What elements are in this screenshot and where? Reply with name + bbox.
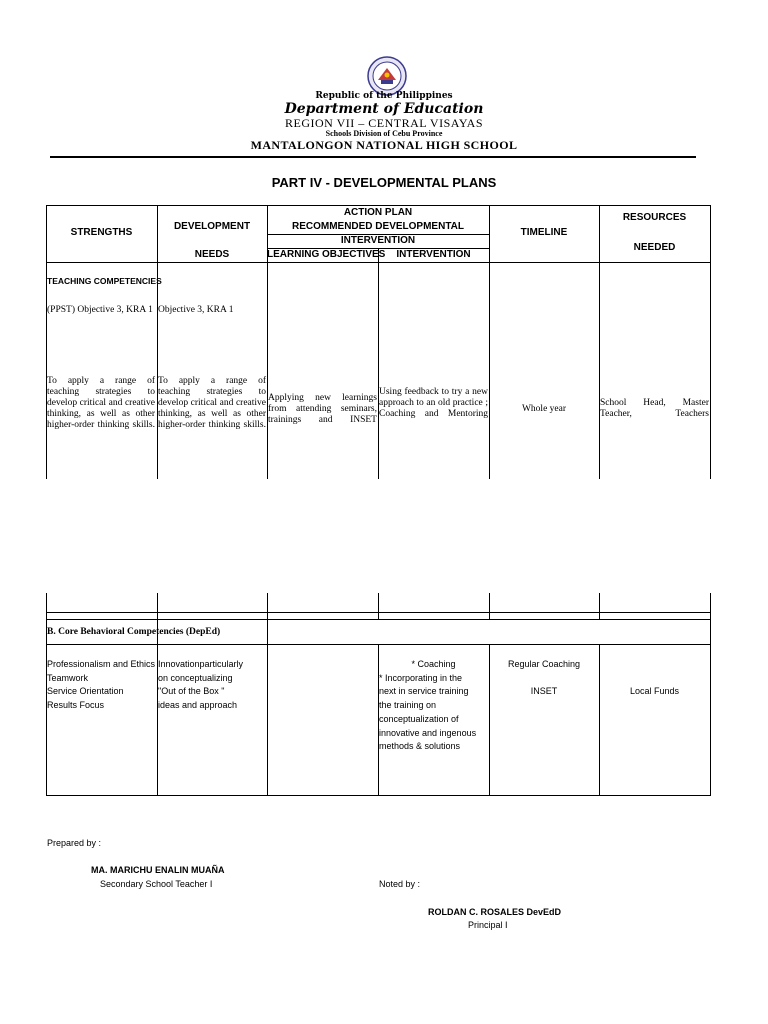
section-b-timeline — [489, 658, 599, 699]
noter-name: ROLDAN C. ROSALES DevEdD — [428, 907, 562, 917]
list-item: Innovationparticularly — [158, 659, 244, 669]
list-item: * Incorporating in the — [379, 672, 463, 683]
table-border-bottom — [46, 795, 711, 796]
preparer-name: MA. MARICHU ENALIN MUAÑA — [91, 865, 225, 875]
deped-seal-logo — [367, 56, 407, 96]
col-line — [489, 205, 490, 479]
republic-line: Republic of the Philippines — [315, 91, 453, 101]
col-line — [710, 205, 711, 479]
header-strengths: STRENGTHS — [70, 227, 133, 238]
resources-text: School Head, Master Teacher, Teachers — [600, 398, 709, 419]
learning-objectives-text: Applying new learnings from attending seminars, trainings and INSET — [268, 393, 377, 425]
section-b-strengths — [47, 658, 155, 713]
intervention-text: Using feedback to try a new approach to an old practice ; Coaching and Mentoring — [379, 387, 488, 419]
header-action-plan: ACTION PLAN — [343, 207, 413, 218]
list-item: next in service training — [379, 686, 469, 697]
list-item: methods & solutions — [379, 741, 461, 752]
col-line — [378, 248, 379, 479]
list-item: Teamwork — [47, 672, 89, 683]
section-a-label: TEACHING COMPETENCIES — [47, 276, 162, 286]
noter-title: Principal I — [468, 920, 508, 930]
department-name: Department of Education — [284, 101, 484, 117]
list-item: on conceptualizing — [158, 672, 233, 683]
list-item: conceptualization of — [379, 713, 459, 724]
header-needs: NEEDS — [194, 249, 230, 260]
list-item: Regular Coaching — [507, 659, 581, 669]
header-intervention: INTERVENTION — [396, 249, 471, 260]
table-border-top — [46, 205, 711, 206]
needs-description: To apply a range of teaching strategies to develop critical and creative thinking, as well as other higher-order thinking skills. — [158, 376, 266, 430]
col-line — [599, 593, 600, 619]
section-b-needs — [158, 658, 243, 713]
region-name: REGION VII – CENTRAL VISAYAS — [284, 116, 483, 130]
col-line — [378, 593, 379, 619]
page-title: PART IV - DEVELOPMENTAL PLANS — [271, 175, 497, 190]
col-line — [267, 593, 268, 796]
list-item: Service Orientation — [47, 686, 124, 697]
col-line — [46, 205, 47, 479]
col-line — [489, 593, 490, 619]
list-item: innovative and ingenous — [379, 727, 477, 738]
header-development: DEVELOPMENT — [173, 221, 251, 232]
timeline-text: Whole year — [521, 404, 567, 414]
header-intervention-group: INTERVENTION — [340, 235, 416, 246]
header-recommended: RECOMMENDED DEVELOPMENTAL — [291, 221, 465, 232]
list-item: * Coaching — [411, 659, 456, 669]
section-b-label: B. Core Behavioral Competencies (DepEd) — [47, 627, 221, 637]
section-b-resources: Local Funds — [629, 686, 680, 696]
header-rule — [50, 156, 696, 158]
strength-description: To apply a range of teaching strategies to develop critical and creative thinking, as well as other higher-order thinking skills. — [47, 376, 155, 430]
prepared-by-label: Prepared by : — [47, 838, 102, 848]
division-name: Schools Division of Cebu Province — [325, 129, 443, 138]
noted-by-label: Noted by : — [379, 879, 421, 889]
strength-reference: (PPST) Objective 3, KRA 1 — [47, 305, 153, 315]
list-item: "Out of the Box " — [158, 686, 225, 697]
list-item: ideas and approach — [158, 700, 238, 711]
section-b-intervention — [379, 658, 488, 754]
col-line — [157, 205, 158, 479]
school-name: MANTALONGON NATIONAL HIGH SCHOOL — [250, 138, 518, 152]
needs-reference: Objective 3, KRA 1 — [158, 305, 234, 315]
list-item: INSET — [530, 686, 558, 697]
col-line — [599, 644, 600, 795]
preparer-title: Secondary School Teacher I — [100, 879, 213, 889]
header-learning-objectives: LEARNING OBJECTIVES — [267, 249, 386, 260]
col-line — [710, 593, 711, 796]
list-item: Results Focus — [47, 700, 105, 711]
list-item: the training on — [379, 700, 437, 711]
row-line — [46, 619, 711, 620]
header-timeline: TIMELINE — [520, 227, 568, 238]
header-needed: NEEDED — [633, 242, 676, 253]
header-resources: RESOURCES — [622, 212, 687, 223]
list-item: Professionalism and Ethics — [47, 659, 156, 669]
col-line — [267, 205, 268, 479]
